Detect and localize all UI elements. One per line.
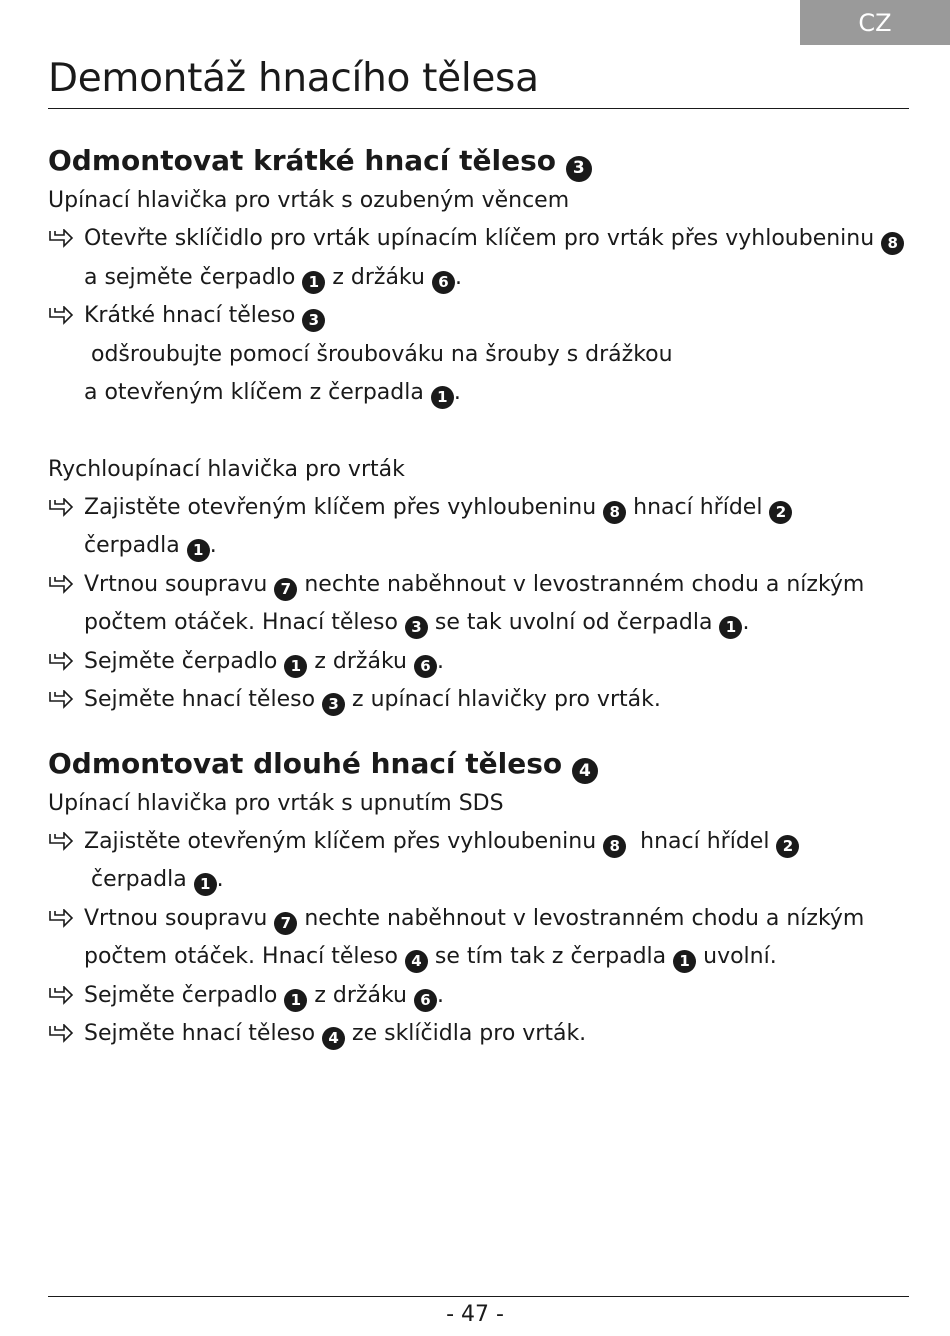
number-badge: 6	[432, 271, 455, 294]
step-text: .	[436, 648, 444, 674]
number-badge: 7	[274, 578, 297, 601]
arrow-bullet-icon	[48, 652, 74, 672]
number-badge: 6	[414, 655, 437, 678]
instruction-step	[48, 1015, 909, 1054]
step-text: .	[216, 867, 224, 892]
number-badge: 4	[322, 1027, 345, 1050]
instruction-step	[48, 566, 909, 643]
number-badge: 1	[187, 539, 210, 562]
arrow-bullet-icon	[48, 498, 74, 518]
number-badge: 1	[284, 989, 307, 1012]
footer-divider	[48, 1296, 909, 1297]
number-badge: 7	[274, 912, 297, 935]
arrow-bullet-icon	[48, 1024, 74, 1044]
step-text: Krátké hnací těleso	[84, 303, 303, 328]
number-badge: 3	[322, 693, 345, 716]
arrow-bullet-icon	[48, 986, 74, 1006]
step-text: Zajistěte otevřeným klíčem přes vyhloubeninu	[84, 494, 604, 520]
instruction-step	[48, 681, 909, 720]
page-number: - 47 -	[446, 1302, 504, 1327]
number-badge: 8	[603, 501, 626, 524]
instruction-step	[48, 977, 909, 1016]
arrow-bullet-icon	[48, 229, 74, 249]
section-heading	[48, 743, 909, 785]
section-heading	[48, 140, 909, 182]
step-text: z držáku	[307, 648, 414, 674]
step-text: .	[209, 533, 217, 558]
step-text: .	[453, 380, 461, 405]
step-text: nechte naběhnout v levostranném chodu a nízkým	[297, 571, 865, 597]
instruction-step	[48, 900, 909, 977]
step-text: Sejměte hnací těleso	[84, 1021, 323, 1046]
title-divider	[48, 108, 909, 109]
step-text: Vrtnou soupravu	[84, 905, 275, 931]
number-badge: 1	[431, 386, 454, 409]
arrow-bullet-icon	[48, 909, 74, 929]
step-text: z držáku	[307, 982, 414, 1008]
step-text: z držáku	[325, 264, 432, 290]
step-text: a otevřeným klíčem z čerpadla	[84, 380, 431, 405]
number-badge: 8	[603, 835, 626, 858]
number-badge: 6	[414, 989, 437, 1012]
step-text: nechte naběhnout v levostranném chodu a nízkým	[297, 905, 865, 931]
number-badge: 3	[302, 309, 325, 332]
step-text: z upínací hlavičky pro vrták.	[345, 687, 661, 712]
number-badge: 4	[572, 758, 598, 784]
number-badge: 1	[194, 873, 217, 896]
step-text: .	[742, 610, 750, 635]
number-badge: 2	[769, 501, 792, 524]
number-badge: 1	[719, 616, 742, 639]
section-heading-text: Odmontovat dlouhé hnací těleso	[48, 746, 563, 780]
number-badge: 1	[673, 950, 696, 973]
group-label: Rychloupínací hlavička pro vrták	[48, 456, 405, 482]
step-text: .	[436, 982, 444, 1008]
number-badge: 1	[284, 655, 307, 678]
number-badge: 3	[566, 156, 592, 182]
group-label: Upínací hlavička pro vrták s upnutím SDS	[48, 790, 504, 816]
step-text: se tím tak z čerpadla	[427, 944, 674, 969]
instructions-content	[48, 140, 909, 1054]
step-text: .	[454, 264, 462, 290]
step-text: čerpadla	[84, 867, 194, 892]
section-heading-text: Odmontovat krátké hnací těleso	[48, 144, 556, 177]
group-spacer	[48, 413, 909, 451]
step-text: hnací hřídel	[626, 828, 777, 854]
step-text: počtem otáček. Hnací těleso	[84, 610, 405, 635]
arrow-bullet-icon	[48, 575, 74, 595]
number-badge: 2	[776, 835, 799, 858]
step-text: odšroubujte pomocí šroubováku na šrouby s drážkou	[84, 341, 673, 367]
number-badge: 1	[302, 271, 325, 294]
step-text: čerpadla	[84, 533, 187, 558]
step-text: Sejměte čerpadlo	[84, 648, 285, 674]
arrow-bullet-icon	[48, 690, 74, 710]
step-text: Zajistěte otevřeným klíčem přes vyhloubeninu	[84, 828, 604, 854]
step-text: a sejměte čerpadlo	[84, 264, 303, 290]
instruction-step	[48, 643, 909, 682]
number-badge: 4	[405, 950, 428, 973]
section-spacer	[48, 720, 909, 743]
step-text: ze sklíčidla pro vrták.	[345, 1021, 587, 1046]
step-text: uvolní.	[696, 944, 777, 969]
step-text: Sejměte čerpadlo	[84, 982, 285, 1008]
step-text: Sejměte hnací těleso	[84, 687, 323, 712]
instruction-step	[48, 489, 909, 566]
number-badge: 8	[881, 232, 904, 255]
step-text: Otevřte sklíčidlo pro vrták upínacím klíčem pro vrták přes vyhloubeninu	[84, 226, 882, 251]
number-badge: 3	[405, 616, 428, 639]
instruction-step	[48, 297, 909, 413]
step-text: počtem otáček. Hnací těleso	[84, 944, 405, 969]
group-label: Upínací hlavička pro vrták s ozubeným věncem	[48, 188, 570, 213]
arrow-bullet-icon	[48, 832, 74, 852]
page-title: Demontáž hnacího tělesa	[48, 56, 539, 101]
step-text: hnací hřídel	[626, 494, 770, 520]
step-text: Vrtnou soupravu	[84, 571, 275, 597]
arrow-bullet-icon	[48, 306, 74, 326]
instruction-step	[48, 220, 909, 297]
language-tab: CZ	[800, 0, 950, 45]
instruction-step	[48, 823, 909, 900]
step-text: se tak uvolní od čerpadla	[427, 610, 720, 635]
